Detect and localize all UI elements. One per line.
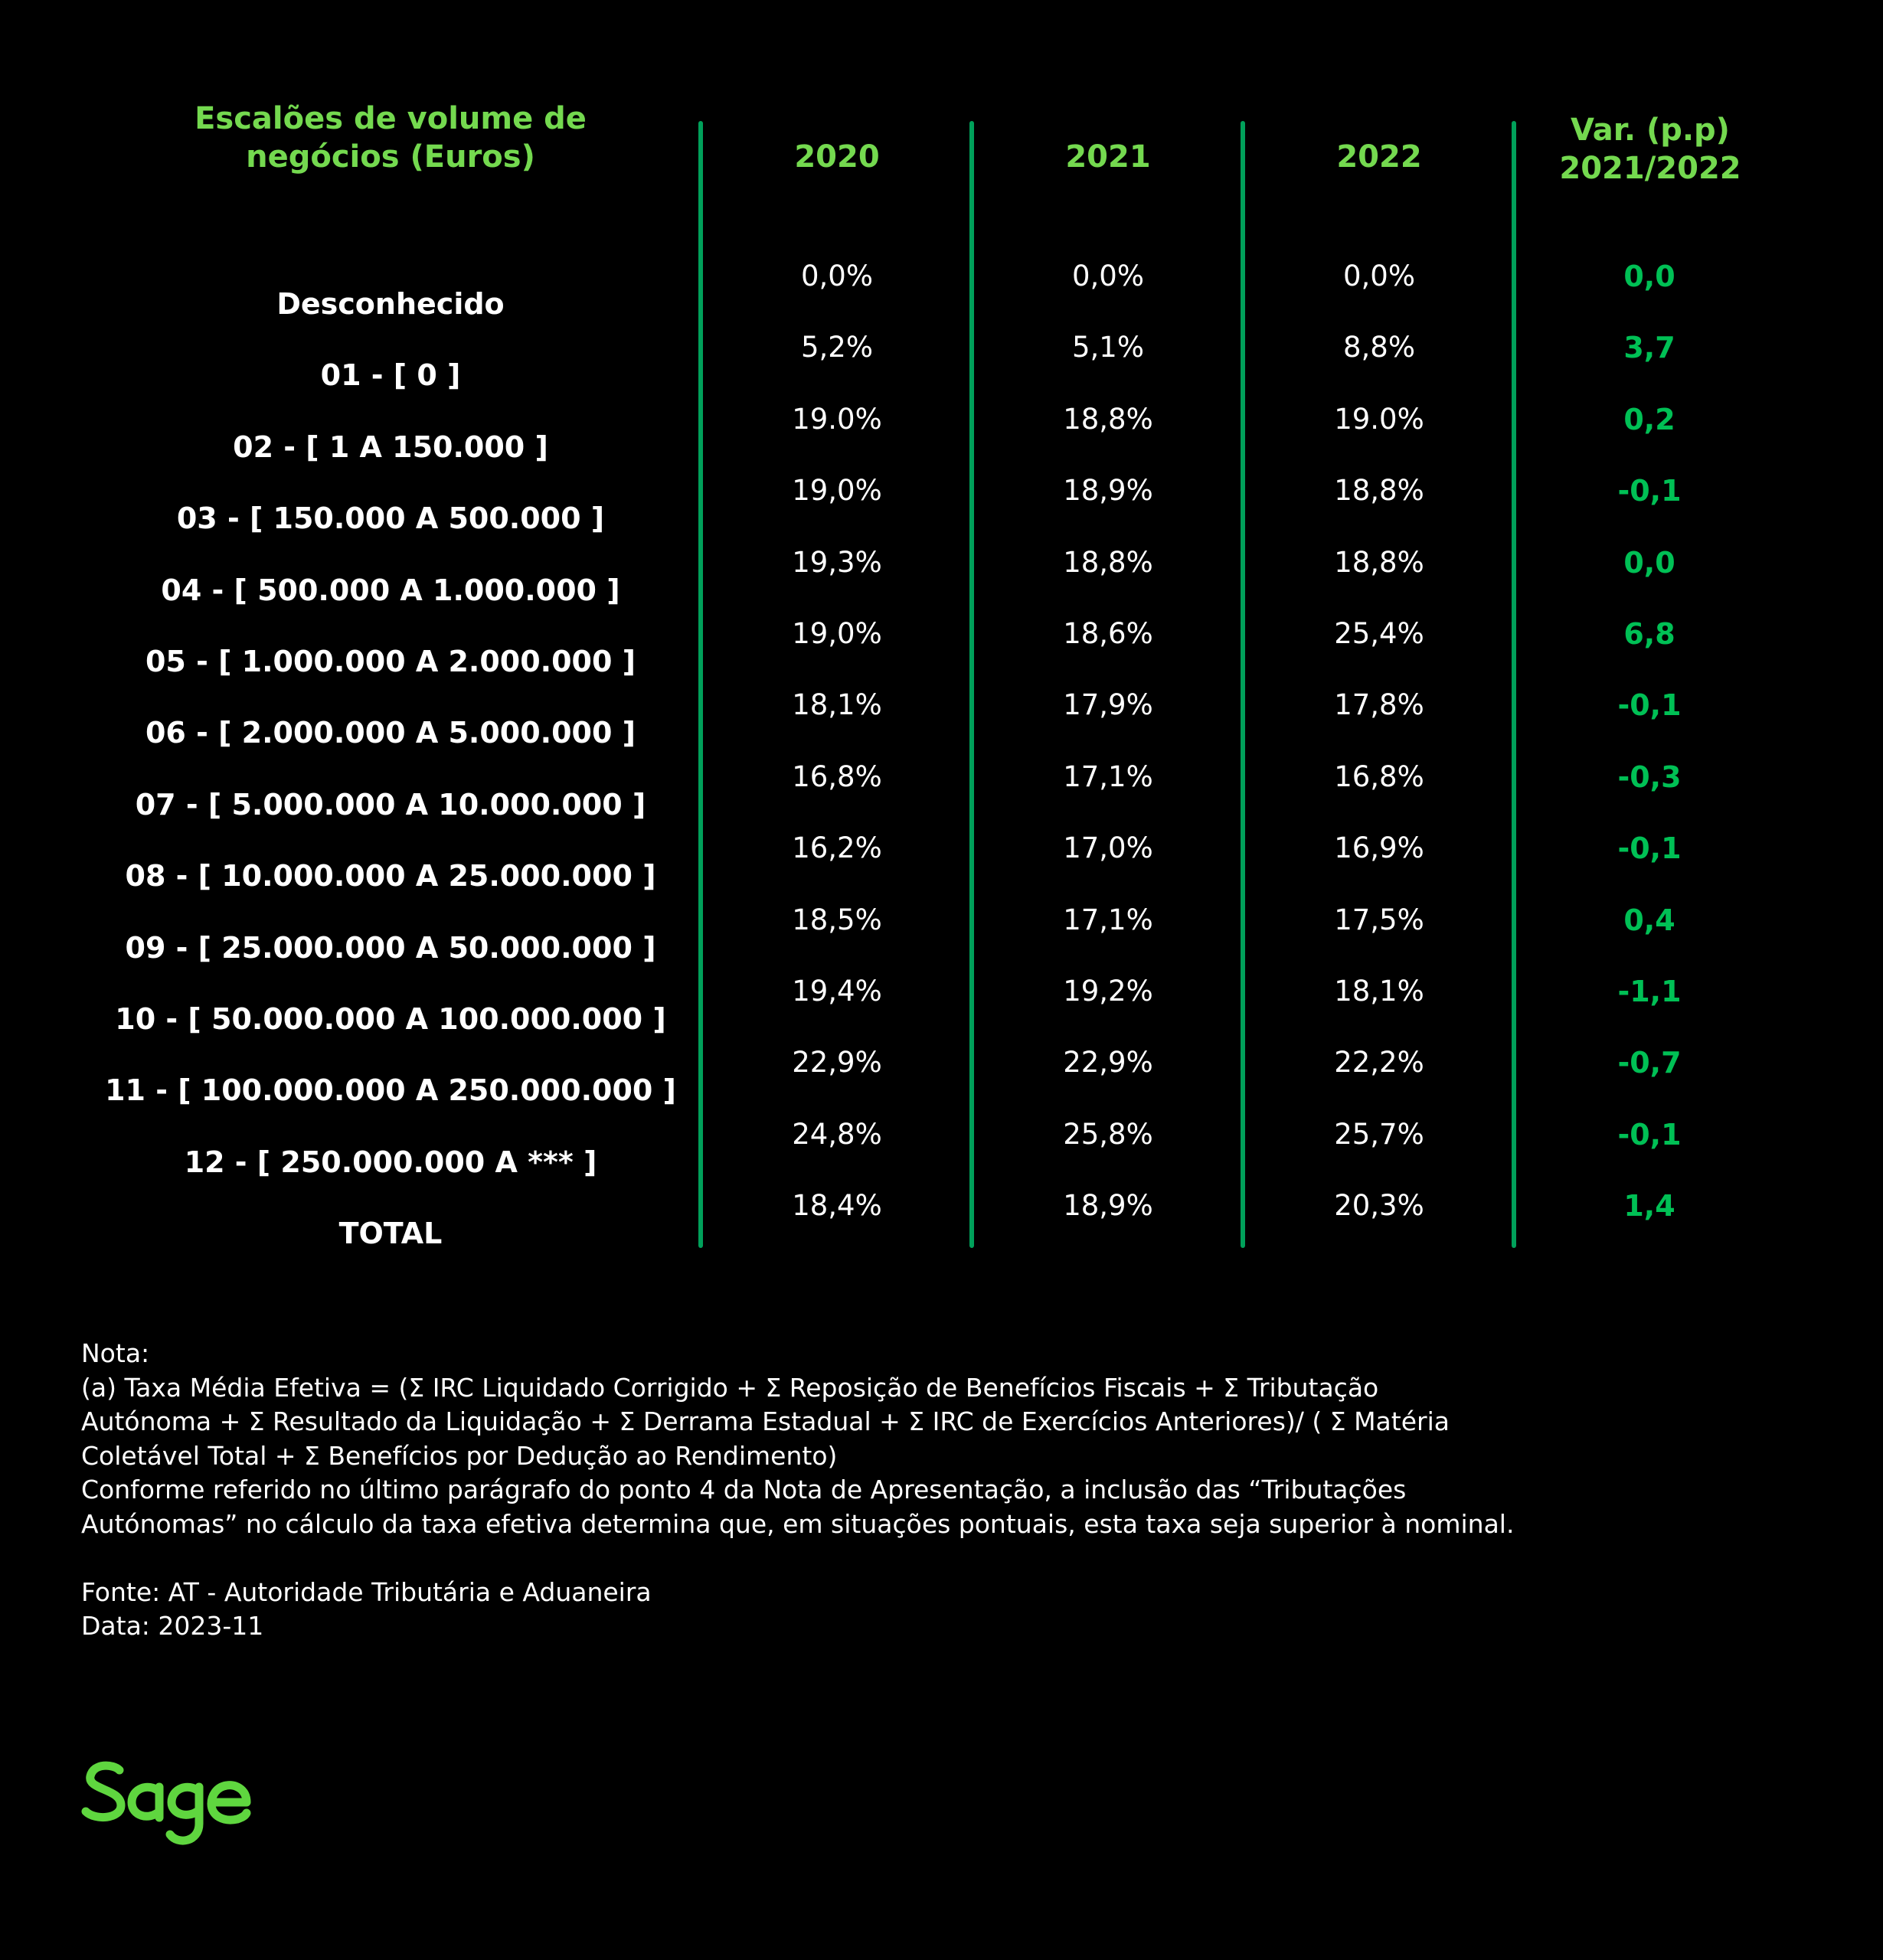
value-2021: 18,8% bbox=[1063, 402, 1153, 436]
value-variation: -0,1 bbox=[1617, 1117, 1682, 1152]
value-2021: 17,1% bbox=[1063, 903, 1153, 936]
row-category-label: TOTAL bbox=[338, 1217, 443, 1251]
value-2022: 25,7% bbox=[1334, 1117, 1424, 1151]
value-2020: 19,4% bbox=[792, 975, 882, 1008]
row-category-label: 08 - [ 10.000.000 A 25.000.000 ] bbox=[125, 859, 656, 893]
value-2021: 22,9% bbox=[1063, 1046, 1153, 1080]
value-2022: 17,8% bbox=[1334, 688, 1424, 722]
note-line: Conforme referido no último parágrafo do ponto 4 da Nota de Apresentação, a inclusão das “Tributações bbox=[81, 1475, 1407, 1504]
note-line: Fonte: AT - Autoridade Tributária e Aduaneira bbox=[81, 1576, 652, 1607]
row-category-label: 11 - [ 100.000.000 A 250.000.000 ] bbox=[105, 1073, 676, 1108]
value-2021: 17,1% bbox=[1063, 760, 1153, 793]
value-2020: 18,4% bbox=[792, 1189, 882, 1223]
value-2021: 18,8% bbox=[1063, 545, 1153, 579]
value-variation: 1,4 bbox=[1623, 1189, 1675, 1223]
row-category-label: Desconhecido bbox=[276, 287, 505, 321]
value-2022: 18,8% bbox=[1334, 474, 1424, 508]
note-line: Nota: bbox=[81, 1338, 150, 1368]
category-header-line2: negócios (Euros) bbox=[246, 139, 535, 175]
value-2022: 8,8% bbox=[1343, 331, 1415, 364]
table-row bbox=[0, 472, 1883, 544]
value-variation: -1,1 bbox=[1617, 975, 1682, 1008]
row-category-label: 05 - [ 1.000.000 A 2.000.000 ] bbox=[145, 645, 636, 678]
note-line: Coletável Total + Σ Benefícios por Dedução ao Rendimento) bbox=[81, 1440, 838, 1471]
value-2021: 25,8% bbox=[1063, 1117, 1153, 1151]
value-2020: 5,2% bbox=[801, 331, 873, 364]
value-2021: 18,6% bbox=[1063, 617, 1153, 650]
table-row bbox=[0, 1044, 1883, 1116]
column-header-2020: 2020 bbox=[794, 139, 880, 175]
value-2021: 17,0% bbox=[1063, 831, 1153, 865]
value-2020: 19,0% bbox=[792, 617, 882, 650]
value-2022: 22,2% bbox=[1334, 1046, 1424, 1080]
row-category-label: 09 - [ 25.000.000 A 50.000.000 ] bbox=[125, 930, 656, 965]
value-variation: 0,0 bbox=[1623, 545, 1675, 580]
category-header bbox=[184, 100, 597, 176]
value-2020: 18,1% bbox=[792, 688, 882, 722]
table-row bbox=[0, 544, 1883, 616]
value-variation: 0,0 bbox=[1623, 260, 1675, 293]
value-2022: 16,8% bbox=[1334, 760, 1424, 793]
value-2021: 18,9% bbox=[1063, 1189, 1153, 1223]
row-category-label: 12 - [ 250.000.000 A *** ] bbox=[184, 1145, 597, 1179]
table-row bbox=[0, 615, 1883, 687]
value-variation: -0,1 bbox=[1617, 831, 1682, 866]
note-line: Autónoma + Σ Resultado da Liquidação + Σ Derrama Estadual + Σ IRC de Exercícios Anteriores)/ ( Σ Matéria bbox=[81, 1406, 1450, 1436]
value-2020: 16,8% bbox=[792, 760, 882, 793]
table-row bbox=[0, 686, 1883, 758]
value-2020: 19,3% bbox=[792, 545, 882, 579]
value-variation: 3,7 bbox=[1623, 331, 1675, 365]
value-2020: 22,9% bbox=[792, 1046, 882, 1080]
table-row bbox=[0, 328, 1883, 400]
row-category-label: 07 - [ 5.000.000 A 10.000.000 ] bbox=[135, 787, 646, 822]
column-header-variation bbox=[1497, 111, 1803, 188]
row-category-label: 02 - [ 1 A 150.000 ] bbox=[233, 430, 548, 464]
row-category-label: 04 - [ 500.000 A 1.000.000 ] bbox=[161, 573, 620, 607]
value-variation: -0,7 bbox=[1617, 1046, 1682, 1080]
category-header-line1: Escalões de volume de bbox=[195, 101, 587, 136]
value-2020: 24,8% bbox=[792, 1117, 882, 1151]
value-2022: 18,1% bbox=[1334, 975, 1424, 1008]
note-line: Autónomas” no cálculo da taxa efetiva determina que, em situações pontuais, esta taxa seja superior à nominal. bbox=[81, 1508, 1515, 1539]
table-row bbox=[0, 1116, 1883, 1187]
sage-logo bbox=[77, 1753, 276, 1876]
value-2020: 16,2% bbox=[792, 831, 882, 865]
table-row bbox=[0, 400, 1883, 472]
row-category-label: 10 - [ 50.000.000 A 100.000.000 ] bbox=[115, 1002, 666, 1036]
value-2021: 5,1% bbox=[1072, 331, 1144, 364]
table-row bbox=[0, 1187, 1883, 1259]
variation-header-line2: 2021/2022 bbox=[1559, 151, 1741, 186]
value-2021: 18,9% bbox=[1063, 474, 1153, 508]
table-row bbox=[0, 829, 1883, 901]
value-variation: 0,2 bbox=[1623, 402, 1675, 436]
notes-block bbox=[81, 1337, 1689, 1644]
value-2022: 17,5% bbox=[1334, 903, 1424, 936]
value-2020: 19.0% bbox=[792, 402, 882, 436]
table-row bbox=[0, 257, 1883, 329]
note-line: (a) Taxa Média Efetiva = (Σ IRC Liquidado Corrigido + Σ Reposição de Benefícios Fiscais + Σ Tributação bbox=[81, 1372, 1379, 1403]
value-2022: 19.0% bbox=[1334, 402, 1424, 436]
table-row bbox=[0, 901, 1883, 973]
value-variation: 0,4 bbox=[1623, 903, 1675, 937]
value-2022: 18,8% bbox=[1334, 545, 1424, 579]
row-category-label: 01 - [ 0 ] bbox=[320, 358, 461, 393]
value-2020: 0,0% bbox=[801, 260, 873, 292]
note-line bbox=[81, 1541, 1689, 1576]
value-2022: 25,4% bbox=[1334, 617, 1424, 650]
value-2021: 19,2% bbox=[1063, 975, 1153, 1008]
column-header-2021: 2021 bbox=[1065, 139, 1151, 175]
value-variation: -0,3 bbox=[1617, 760, 1682, 794]
value-2020: 18,5% bbox=[792, 903, 882, 936]
value-2020: 19,0% bbox=[792, 474, 882, 508]
value-2021: 17,9% bbox=[1063, 688, 1153, 722]
value-2022: 20,3% bbox=[1334, 1189, 1424, 1223]
table-row bbox=[0, 758, 1883, 830]
value-2022: 0,0% bbox=[1343, 260, 1415, 292]
column-header-2022: 2022 bbox=[1336, 139, 1422, 175]
row-category-label: 03 - [ 150.000 A 500.000 ] bbox=[176, 501, 605, 536]
value-2021: 0,0% bbox=[1072, 260, 1144, 292]
value-variation: 6,8 bbox=[1623, 617, 1675, 651]
value-2022: 16,9% bbox=[1334, 831, 1424, 865]
row-category-label: 06 - [ 2.000.000 A 5.000.000 ] bbox=[145, 716, 636, 750]
variation-header-line1: Var. (p.p) bbox=[1571, 113, 1730, 148]
value-variation: -0,1 bbox=[1617, 474, 1682, 508]
value-variation: -0,1 bbox=[1617, 688, 1682, 723]
table-row bbox=[0, 972, 1883, 1044]
note-line: Data: 2023-11 bbox=[81, 1611, 264, 1641]
